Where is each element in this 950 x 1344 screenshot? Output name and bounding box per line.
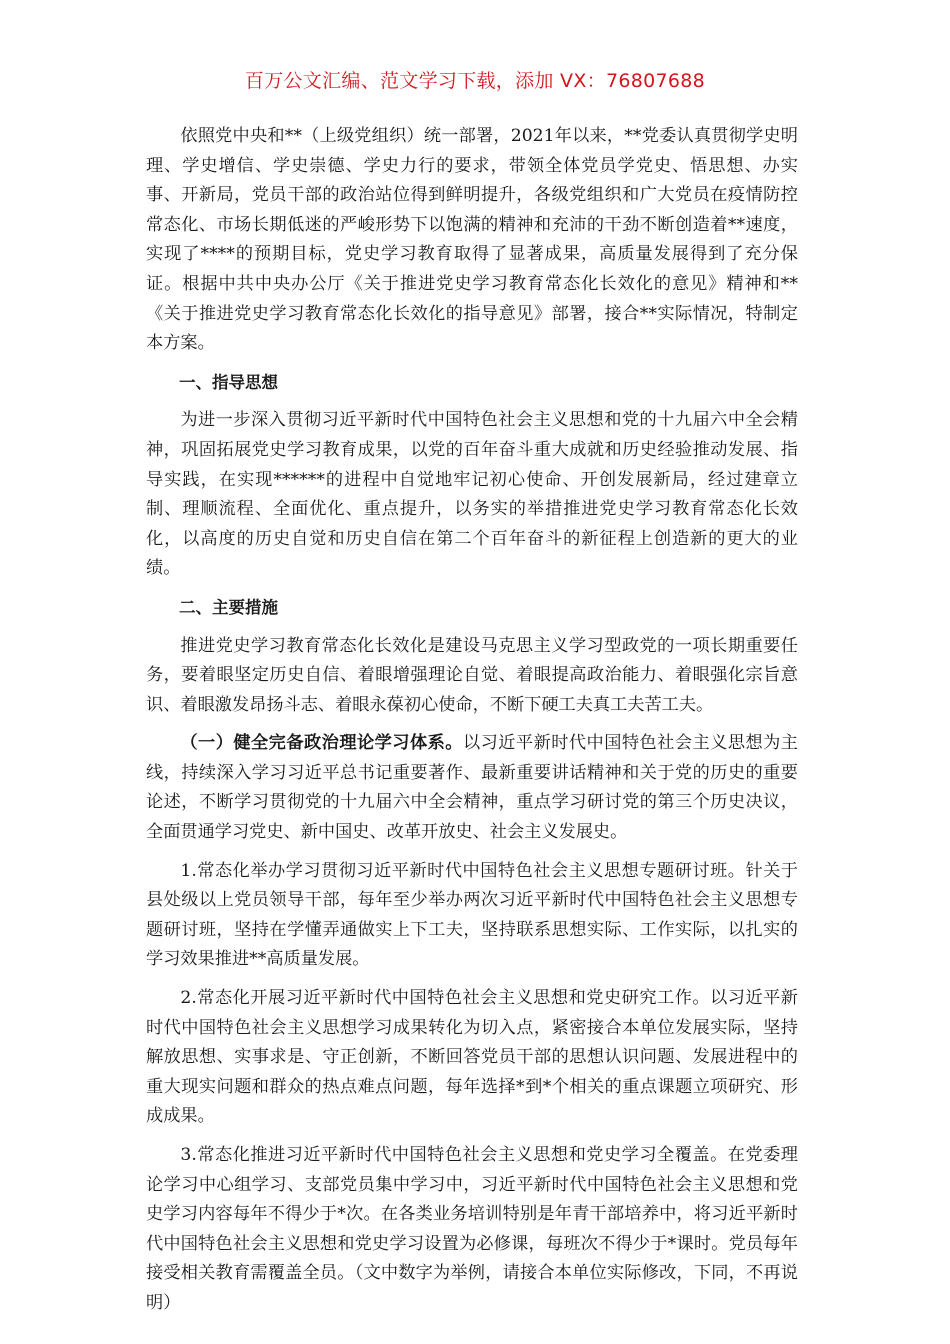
item-1-paragraph: 1.常态化举办学习贯彻习近平新时代中国特色社会主义思想专题研讨班。针关于县处级以上党员领导干部，每年至少举办两次习近平新时代中国特色社会主义思想专题研讨班，坚持在学懂弄通做实上下工夫，坚持联系思想实际、工作实际，以扎实的学习效果推进**高质量发展。 (146, 860, 798, 970)
subsection-1-paragraph (146, 729, 798, 847)
subsection-1-text: 以习近平新时代中国特色社会主义思想为主线，持续深入学习习近平总书记重要著作、最新重要讲话精神和关于党的历史的重要论述，不断学习贯彻党的十九届六中全会精神，重点学习研讨党的第三个历史决议，全面贯通学习党史、新中国史、改革开放史、社会主义发展史。 (146, 733, 798, 843)
section-heading-main-measures: 二、主要措施 (179, 597, 278, 617)
guiding-ideology-paragraph: 为进一步深入贯彻习近平新时代中国特色社会主义思想和党的十九届六中全会精神，巩固拓展党史学习教育成果，以党的百年奋斗重大成就和历史经验推动发展、指导实践，在实现******的进程中自觉地牢记初心使命、开创发展新局，经过建章立制、理顺流程、全面优化、重点提升，以务实的举措推进党史学习教育常态化长效化，以高度的历史自觉和历史自信在第二个百年奋斗的新征程上创造新的更大的业绩。 (146, 410, 798, 579)
document-body (146, 122, 798, 1328)
subsection-1-lead: （一）健全完备政治理论学习体系。 (180, 733, 463, 754)
section-heading-guiding-ideology: 一、指导思想 (179, 372, 278, 392)
header-banner: 百万公文汇编、范文学习下载，添加 VX：76807688 (244, 70, 706, 92)
main-measures-paragraph: 推进党史学习教育常态化长效化是建设马克思主义学习型政党的一项长期重要任务，要着眼坚定历史自信、着眼增强理论自觉、着眼提高政治能力、着眼强化宗旨意识、着眼激发昂扬斗志、着眼永葆初心使命，不断下硬工夫真工夫苦工夫。 (146, 635, 798, 715)
item-3-paragraph: 3.常态化推进习近平新时代中国特色社会主义思想和党史学习全覆盖。在党委理论学习中心组学习、支部党员集中学习中，习近平新时代中国特色社会主义思想和党史学习内容每年不得少于*次。在各类业务培训特别是年青干部培养中，将习近平新时代中国特色社会主义思想和党史学习设置为必修课，每班次不得少于*课时。党员每年接受相关教育需覆盖全员。（文中数字为举例，请接合本单位实际修改，下同，不再说明） (146, 1145, 798, 1313)
intro-paragraph: 依照党中央和**（上级党组织）统一部署，2021年以来，**党委认真贯彻学史明理、学史增信、学史崇德、学史力行的要求，带领全体党员学党史、悟思想、办实事、开新局，党员干部的政治站位得到鲜明提升，各级党组织和广大党员在疫情防控常态化、市场长期低迷的严峻形势下以饱满的精神和充沛的干劲不断创造着**速度，实现了****的预期目标，党史学习教育取得了显著成果，高质量发展得到了充分保证。根据中共中央办公厅《关于推进党史学习教育常态化长效化的意见》精神和**《关于推进党史学习教育常态化长效化的指导意见》部署，接合**实际情况，特制定本方案。 (146, 126, 798, 354)
item-2-paragraph: 2.常态化开展习近平新时代中国特色社会主义思想和党史研究工作。以习近平新时代中国特色社会主义思想学习成果转化为切入点，紧密接合本单位发展实际，坚持解放思想、实事求是、守正创新，不断回答党员干部的思想认识问题、发展进程中的重大现实问题和群众的热点难点问题，每年选择*到*个相关的重点课题立项研究、形成成果。 (146, 988, 798, 1127)
